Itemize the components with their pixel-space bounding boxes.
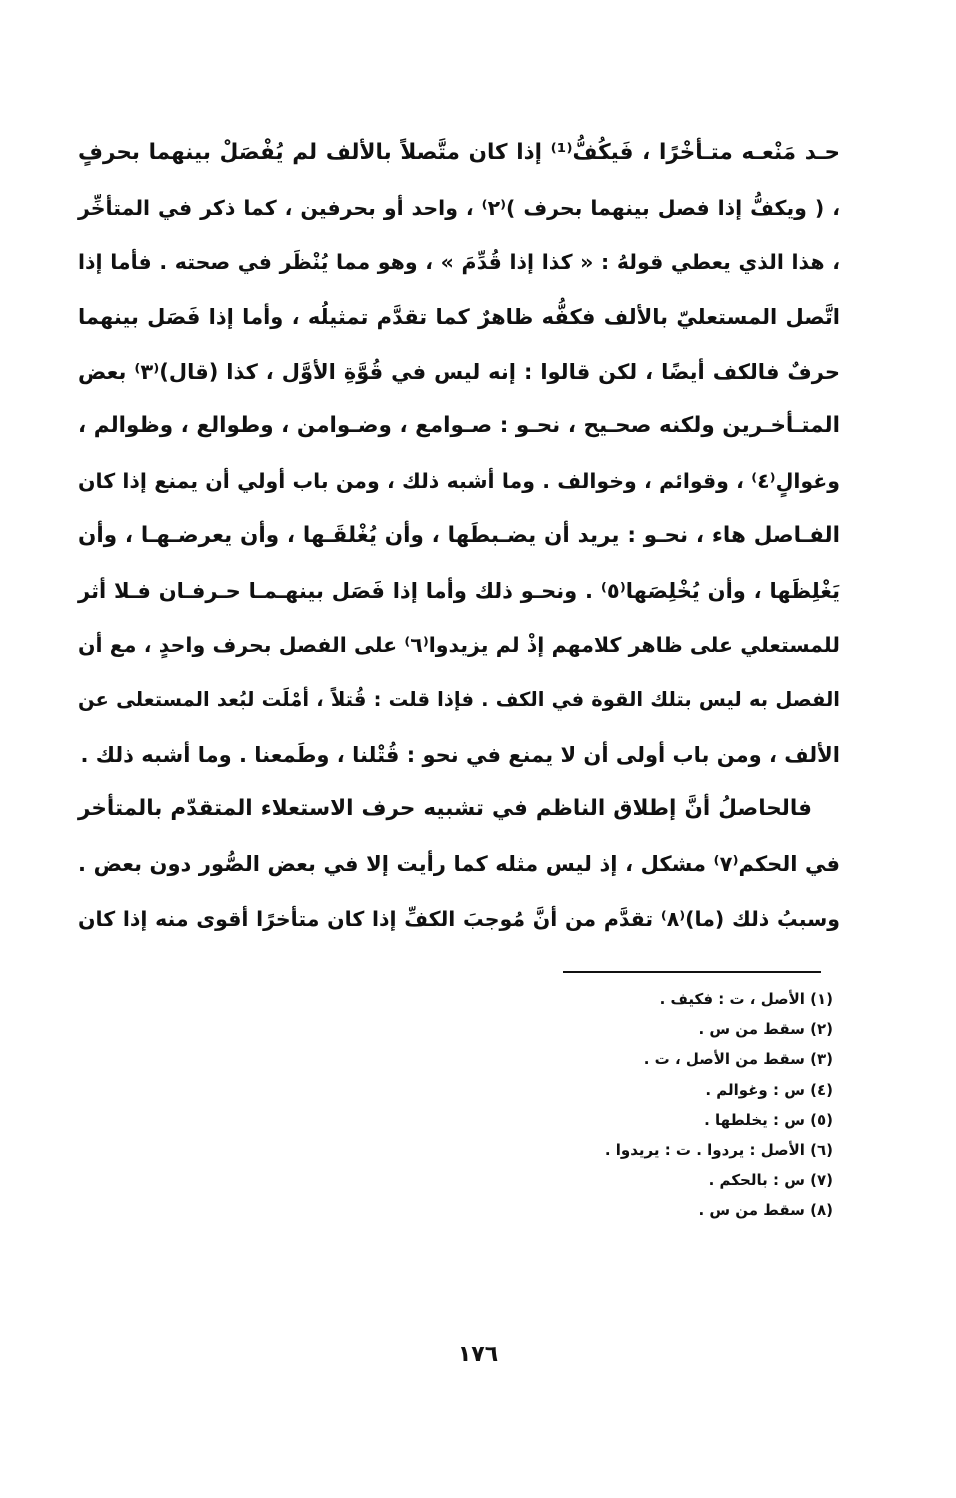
text-line: للمستعلي على ظاهر كلامهم إذْ لم يزيدوا⁽٦⁾ على الفصل بحرف واحدٍ ، مع أن xyxy=(78,633,840,658)
footnote-item: (١) الأصل ، ت : فكيف . xyxy=(659,990,833,1008)
text-line: اتَّصل المستعليّ بالألف فكفُّه ظاهرٌ كما تقدَّم تمثيلُه ، وأما إذا فَصَل بينهما xyxy=(78,305,840,330)
text-line: في الحكم⁽٧⁾ مشكل ، إذ ليس مثله كما رأيت إلا في بعض الصُّور دون بعض . xyxy=(78,851,840,876)
paragraph-end-line: الألف ، ومن باب أولى أن لا يمنع في نحو : قُتْلنا ، وطَمعنا . وما أشبه ذلك . xyxy=(80,742,840,767)
text-line: وسببُ ذلك (ما)⁽٨⁾ تقدَّم من أنَّ مُوجبَ الكفِّ إذا كان متأخرًا أقوى منه إذا كان xyxy=(78,906,840,931)
text-line: حـد مَنْعـه متـأخْرًا ، فَيكُفُّ⁽¹⁾ إذا كان متَّصلاً بالألف لم يُفْصَلْ بينهما بحرفٍ xyxy=(78,140,840,165)
text-line: ، ( ويكفُّ إذا فصل بينهما بحرف )⁽٢⁾ ، واحد أو بحرفين ، كما ذكر في المتأخِّر xyxy=(78,195,840,220)
text-line: ، هذا الذي يعطي قولهُ : « كذا إذا قُدِّمَ » ، وهو مما يُنْظَر في صحته . فأما إذا xyxy=(78,250,840,275)
footnote-item: (٨) سقط من س . xyxy=(698,1201,833,1220)
footnote-item: (٧) س : بالحكم . xyxy=(708,1171,833,1190)
text-line: حرفٌ فالكف أيضًا ، لكن قالوا : إنه ليس في قُوَّةِ الأوَّل ، كذا (قال)⁽٣⁾ بعض xyxy=(78,359,841,384)
footnote-item: (٣) سقط من الأصل ، ت . xyxy=(643,1050,833,1069)
footnote-item: (٢) سقط من س . xyxy=(698,1020,833,1039)
main-text-block xyxy=(78,126,840,946)
page-number: ١٧٦ xyxy=(457,1342,499,1367)
footnote-item: (٥) س : يخلطها . xyxy=(704,1110,833,1129)
paragraph-start-line: فالحاصلُ أنَّ إطلاق الناظم في تشبيه حرف الاستعلاء المتقدّم بالمتأخر xyxy=(78,796,812,822)
footnote-item: (٦) الأصل : يردوا . ت : يريدوا . xyxy=(604,1140,833,1159)
text-line: يَغْلِظَها ، وأن يُخْلِصَها⁽٥⁾ . ونحـو ذلك وأما إذا فَصَل بينهـمـا حـرفـان فـلا أثر xyxy=(78,578,841,603)
footnote-divider xyxy=(563,971,821,973)
text-line: وغوالٍ⁽٤⁾ ، وقوائم ، وخوالف . وما أشبه ذلك ، ومن باب أولي أن يمنع إذا كان xyxy=(78,469,840,494)
text-line: المتـأخـرين ولكنه صحـيح ، نحـو : صـوامع ، وضـوامن ، وطوالع ، وظوالم ، xyxy=(78,413,840,439)
text-line: الفصل به ليس بتلك القوة في الكف . فإذا قلت : قُتلاً ، أمْلَت لبُعد المستعلى عن xyxy=(78,687,840,711)
footnotes-block xyxy=(420,984,833,1226)
text-line: الفـاصل هاء ، نحـو : يريد أن يضـبطَها ، وأن يُغْلقَـها ، وأن يعرضـهـا ، وأن xyxy=(78,522,840,548)
footnote-item: (٤) س : وغوالم . xyxy=(705,1080,833,1099)
